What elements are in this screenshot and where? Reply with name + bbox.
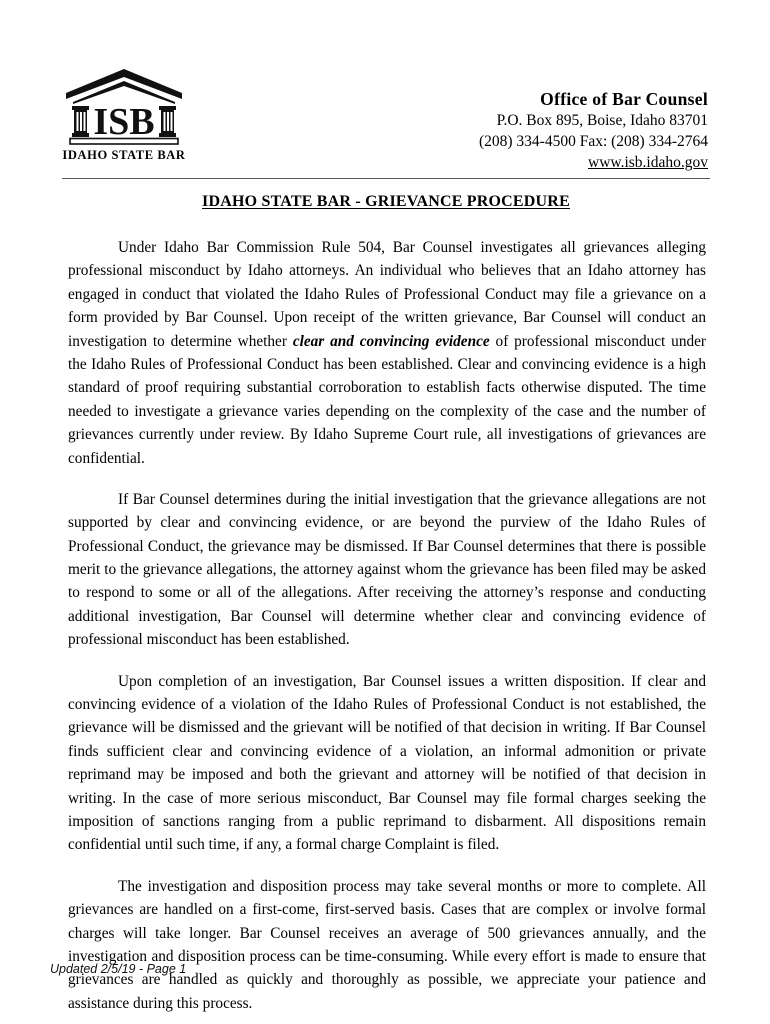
page-title-text: IDAHO STATE BAR - GRIEVANCE PROCEDURE [202, 193, 570, 210]
office-contact-block [479, 62, 708, 174]
paragraph-4: The investigation and disposition process may take several months or more to complete. All grievances are handled on a first-come, first-served basis. Cases that are complex or involve formal charges will take longer. Bar Counsel receives an average of 500 grievances annually, and the investigation and disposition process can be time-consuming. While every effort is made to ensure that grievances are handled as quickly and thoroughly as possible, we appreciate your patience and assistance during this process. [68, 877, 706, 1012]
paragraph-2: If Bar Counsel determines during the initial investigation that the grievance allegations are not supported by clear and convincing evidence, or are beyond the purview of the Idaho Rules of Professional Conduct, the grievance may be dismissed. If Bar Counsel determines that there is possible merit to the grievance allegations, the attorney against whom the grievance has been filed may be asked to respond to some or all of the allegations. After receiving the attorney’s response and conducting additional investigation, Bar Counsel will determine whether clear and convincing evidence of professional misconduct has been established. [68, 490, 706, 649]
isb-logo [62, 62, 186, 163]
paragraph-1-part-a: Under Idaho Bar Commission Rule 504, Bar Counsel investigates all grievances alleging professional misconduct by Idaho attorneys. An individual who believes that an Idaho attorney has engaged in conduct that violated the Idaho Rules of Professional Conduct may file a grievance on a form provided by Bar Counsel. Upon receipt of the written grievance, Bar Counsel will conduct an investigation to determine whether [68, 239, 706, 350]
logo-caption: IDAHO STATE BAR [62, 148, 186, 162]
letterhead [62, 62, 708, 174]
office-address: P.O. Box 895, Boise, Idaho 83701 [496, 112, 708, 130]
idaho-state-bar-temple-icon [62, 66, 186, 146]
paragraph-3: Upon completion of an investigation, Bar Counsel issues a written disposition. If clear and convincing evidence of a violation of the Idaho Rules of Professional Conduct is not established, the grievance will be dismissed and the grievant will be notified of that decision in writing. If Bar Counsel finds sufficient clear and convincing evidence of a violation, an informal admonition or private reprimand may be imposed and both the grievant and attorney will be notified of that decision in writing. In the case of more serious misconduct, Bar Counsel may file formal charges seeking the imposition of sanctions ranging from a public reprimand to disbarment. All dispositions remain confidential until such time, if any, a formal charge Complaint is filed. [68, 672, 706, 854]
paragraph-1 [68, 236, 706, 470]
page-title [62, 193, 710, 211]
office-phone-fax: (208) 334-4500 Fax: (208) 334-2764 [478, 133, 708, 151]
svg-text:ISB: ISB [93, 101, 155, 143]
office-website-link[interactable]: www.isb.idaho.gov [588, 153, 708, 171]
page-footer: Updated 2/5/19 - Page 1 [50, 962, 187, 976]
paragraph-1-emphasis: clear and convincing evidence [292, 332, 490, 350]
paragraph-1-part-b: of professional misconduct under the Idaho Rules of Professional Conduct has been established. Clear and convincing evidence is a high standard of proof requiring substantial corroboration to establish facts otherwise disputed. The time needed to investigate a grievance varies depending on the complexity of the case and the number of grievances currently under review. By Idaho Supreme Court rule, all investigations of grievances are confidential. [68, 332, 706, 467]
document-body [68, 236, 706, 1015]
office-name: Office of Bar Counsel [540, 89, 708, 109]
letterhead-divider [62, 178, 710, 179]
